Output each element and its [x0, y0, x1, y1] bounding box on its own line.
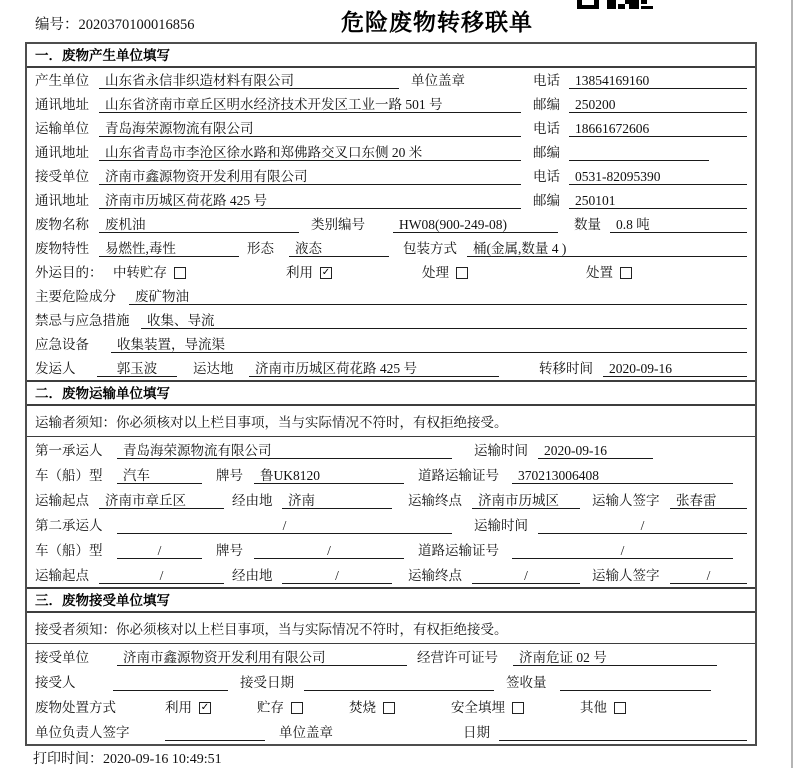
field-value: 青岛海荣源物流有限公司 [99, 120, 521, 137]
form-row [27, 694, 755, 719]
field-value: 鲁UK8120 [254, 467, 404, 484]
field-value [560, 674, 711, 691]
field-value: / [117, 517, 452, 534]
checkbox-label: 安全填埋 [451, 700, 505, 715]
field-label: 第二承运人 [35, 518, 103, 533]
checkbox-option [580, 699, 626, 716]
field-label: 废物特性 [35, 241, 89, 256]
form-row [27, 284, 755, 308]
field-label: 电话 [533, 121, 560, 136]
form-row [27, 562, 755, 587]
form-row [27, 669, 755, 694]
field-value: 250101 [569, 192, 747, 209]
field-value: 济南危证 02 号 [513, 649, 717, 666]
checkbox-checked [199, 702, 211, 714]
form-row [27, 332, 755, 356]
doc-number [35, 13, 195, 34]
field-label: 包装方式 [403, 241, 457, 256]
checkbox-label: 利用 [165, 700, 192, 715]
field-label: 经由地 [232, 568, 273, 583]
checkbox-unchecked [512, 702, 524, 714]
checkbox-label: 焚烧 [349, 700, 376, 715]
checkbox-checked [320, 267, 332, 279]
form-row [27, 356, 755, 380]
page-title: 危险废物转移联单 [341, 9, 533, 35]
field-label: 运达地 [193, 361, 234, 376]
section-title: 一．废物产生单位填写 [27, 44, 755, 68]
checkbox-option [422, 264, 468, 281]
field-value: 液态 [289, 240, 389, 257]
field-value: / [538, 517, 747, 534]
field-label: 通讯地址 [35, 97, 89, 112]
field-value: 收集装置，导流渠 [111, 336, 747, 353]
page-edge-line [791, 0, 793, 768]
field-value: 山东省青岛市李沧区徐水路和郑佛路交叉口东侧 20 米 [99, 144, 521, 161]
field-value: 山东省济南市章丘区明水经济技术开发区工业一路 501 号 [99, 96, 521, 113]
field-label: 电话 [533, 73, 560, 88]
form-row [27, 212, 755, 236]
manifest-table [25, 42, 757, 746]
check-icon: ✓ [200, 702, 210, 713]
form-row [27, 719, 755, 744]
checkbox-option [113, 264, 186, 281]
field-label: 牌号 [216, 468, 243, 483]
field-value: / [282, 567, 392, 584]
field-value [569, 144, 709, 161]
field-label: 运输终点 [408, 568, 462, 583]
checkbox-label: 利用 [286, 265, 313, 280]
field-value: 13854169160 [569, 72, 747, 89]
form-section [27, 587, 755, 744]
checkbox-unchecked [620, 267, 632, 279]
checkbox-label: 其他 [580, 700, 607, 715]
print-time-value: 2020-09-16 10:49:51 [103, 752, 222, 767]
checkbox-label: 处理 [422, 265, 449, 280]
field-label: 废物处置方式 [35, 700, 116, 715]
field-label: 车（船）型 [35, 543, 103, 558]
field-label: 运输人签字 [592, 568, 660, 583]
form-row [27, 537, 755, 562]
field-label: 运输时间 [474, 443, 528, 458]
field-value [304, 674, 494, 691]
field-value: 山东省永信非织造材料有限公司 [99, 72, 399, 89]
field-value: 2020-09-16 [538, 442, 653, 459]
field-label: 运输起点 [35, 493, 89, 508]
field-label: 单位盖章 [279, 725, 333, 740]
field-label: 道路运输证号 [418, 543, 499, 558]
field-value: HW08(900-249-08) [393, 216, 558, 233]
form-row [27, 140, 755, 164]
field-label: 运输起点 [35, 568, 89, 583]
notice-text: 接受者须知：你必须核对以上栏目事项，当与实际情况不符时，有权拒绝接受。 [27, 613, 755, 644]
field-value: 济南 [282, 492, 392, 509]
checkbox-option [586, 264, 632, 281]
field-value: 桶(金属,数量 4 ) [467, 240, 747, 257]
field-value: / [254, 542, 404, 559]
form-row [27, 92, 755, 116]
field-value: 济南市章丘区 [99, 492, 224, 509]
field-label: 单位盖章 [411, 73, 465, 88]
field-label: 运输人签字 [592, 493, 660, 508]
field-label: 经由地 [232, 493, 273, 508]
field-label: 通讯地址 [35, 193, 89, 208]
field-value [165, 724, 265, 741]
checkbox-unchecked [614, 702, 626, 714]
field-label: 接受人 [35, 675, 76, 690]
field-label: 道路运输证号 [418, 468, 499, 483]
field-value: 250200 [569, 96, 747, 113]
notice-text: 运输者须知：你必须核对以上栏目事项，当与实际情况不符时，有权拒绝接受。 [27, 406, 755, 437]
field-label: 接受单位 [35, 650, 89, 665]
field-value: / [472, 567, 580, 584]
field-label: 邮编 [533, 145, 560, 160]
print-time-label: 打印时间： [33, 752, 103, 767]
field-label: 发运人 [35, 361, 76, 376]
field-value: 370213006408 [512, 467, 733, 484]
field-label: 单位负责人签字 [35, 725, 130, 740]
field-value: / [670, 567, 747, 584]
field-label: 邮编 [533, 97, 560, 112]
form-row [27, 462, 755, 487]
qr-code-fragment [575, 0, 655, 10]
field-label: 接受日期 [240, 675, 294, 690]
section-title: 二．废物运输单位填写 [27, 380, 755, 406]
checkbox-unchecked [456, 267, 468, 279]
form-section [27, 380, 755, 587]
field-value: 青岛海荣源物流有限公司 [117, 442, 452, 459]
field-value: 济南市鑫源物资开发利用有限公司 [117, 649, 407, 666]
field-label: 外运目的： [35, 265, 103, 280]
field-label: 类别编号 [311, 217, 365, 232]
field-label: 运输时间 [474, 518, 528, 533]
field-label: 接受单位 [35, 169, 89, 184]
field-value: 0.8 吨 [610, 216, 747, 233]
field-value: / [99, 567, 224, 584]
field-label: 车（船）型 [35, 468, 103, 483]
field-value: 易燃性,毒性 [99, 240, 239, 257]
doc-number-value: 2020370100016856 [78, 17, 195, 33]
checkbox-option [257, 699, 303, 716]
checkbox-option [349, 699, 395, 716]
field-label: 运输终点 [408, 493, 462, 508]
field-label: 经营许可证号 [417, 650, 498, 665]
section-title: 三．废物接受单位填写 [27, 587, 755, 613]
field-label: 应急设备 [35, 337, 89, 352]
doc-number-label: 编号： [35, 17, 79, 33]
form-row [27, 236, 755, 260]
form-row [27, 512, 755, 537]
field-value: 18661672606 [569, 120, 747, 137]
field-label: 通讯地址 [35, 145, 89, 160]
field-value [499, 724, 747, 741]
field-label: 签收量 [506, 675, 547, 690]
checkbox-unchecked [383, 702, 395, 714]
checkbox-unchecked [291, 702, 303, 714]
field-label: 禁忌与应急措施 [35, 313, 130, 328]
field-value: 汽车 [117, 467, 202, 484]
field-value: 废矿物油 [129, 288, 747, 305]
form-row [27, 644, 755, 669]
field-value: 济南市历城区荷花路 425 号 [99, 192, 521, 209]
form-row [27, 487, 755, 512]
form-row [27, 68, 755, 92]
field-value [113, 674, 228, 691]
field-label: 日期 [463, 725, 490, 740]
field-label: 牌号 [216, 543, 243, 558]
field-label: 产生单位 [35, 73, 89, 88]
field-value: 济南市历城区荷花路 425 号 [249, 360, 499, 377]
field-value: 济南市鑫源物资开发利用有限公司 [99, 168, 521, 185]
field-label: 数量 [574, 217, 601, 232]
form-section [27, 44, 755, 380]
field-label: 主要危险成分 [35, 289, 116, 304]
checkbox-label: 处置 [586, 265, 613, 280]
checkbox-label: 中转贮存 [113, 265, 167, 280]
form-row [27, 260, 755, 284]
field-label: 电话 [533, 169, 560, 184]
field-value: 废机油 [99, 216, 299, 233]
field-label: 形态 [247, 241, 274, 256]
field-label: 运输单位 [35, 121, 89, 136]
check-icon: ✓ [321, 267, 331, 278]
form-row [27, 116, 755, 140]
field-value: 郭玉波 [97, 360, 177, 377]
checkbox-option [286, 264, 332, 281]
form-row [27, 437, 755, 462]
field-value: 0531-82095390 [569, 168, 747, 185]
print-time [33, 748, 222, 768]
field-label: 第一承运人 [35, 443, 103, 458]
field-label: 废物名称 [35, 217, 89, 232]
field-value: 济南市历城区 [472, 492, 580, 509]
form-row [27, 308, 755, 332]
field-value: / [512, 542, 733, 559]
field-label: 邮编 [533, 193, 560, 208]
field-value: / [117, 542, 202, 559]
form-row [27, 188, 755, 212]
field-value: 张春雷 [670, 492, 747, 509]
field-value: 收集、导流 [141, 312, 747, 329]
field-label: 转移时间 [539, 361, 593, 376]
checkbox-unchecked [174, 267, 186, 279]
form-row [27, 164, 755, 188]
checkbox-label: 贮存 [257, 700, 284, 715]
checkbox-option [451, 699, 524, 716]
field-value: 2020-09-16 [603, 360, 747, 377]
checkbox-option [165, 699, 211, 716]
